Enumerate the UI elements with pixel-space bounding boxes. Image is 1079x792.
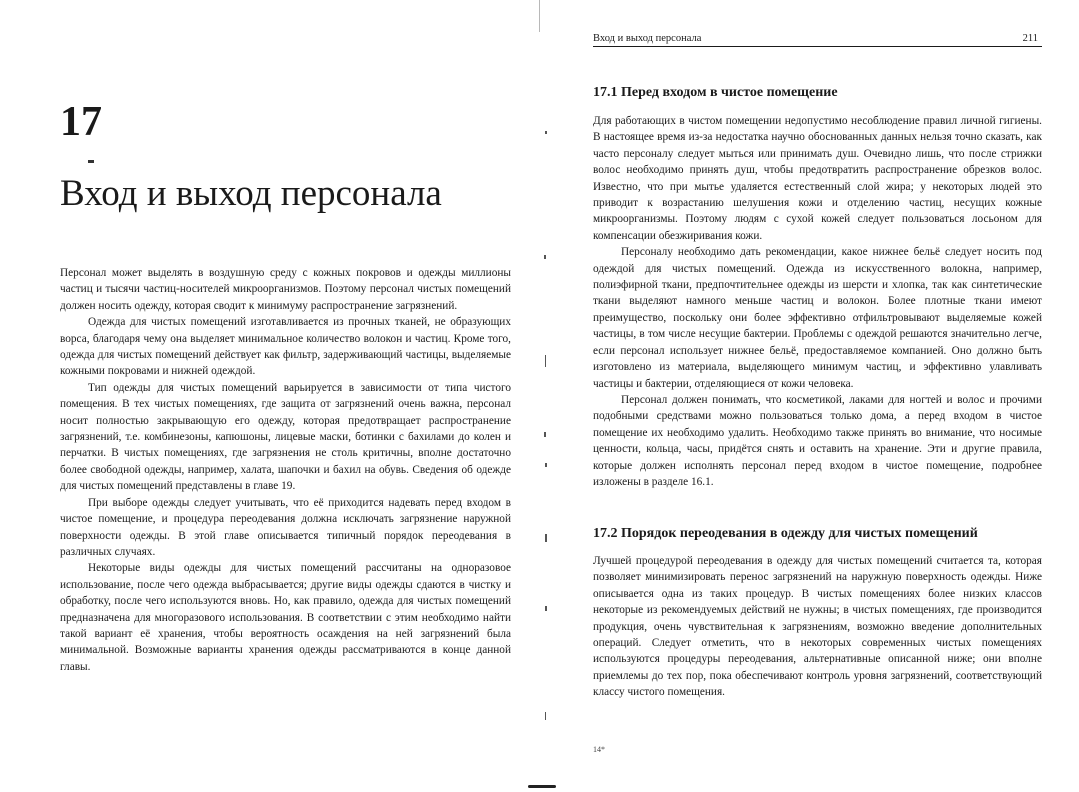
section-1-paragraph-3: Персонал должен понимать, что косметикой, лаками для ногтей и волос и прочими подобными средствами можно пользоваться только дома, а перед входом в чистое помещение их необходимо удалить. Необходимо также принять во внимание, что носимые ценности, кольца, часы, придётся снять и оставить на хранение. Эти и другие правила, которые должен исполнять персонал перед входом в чистое помещение, подробнее изложены в разделе 16.1. (593, 393, 1042, 488)
signature-mark: 14* (593, 745, 605, 754)
chapter-intro-text (60, 265, 511, 675)
intro-paragraph-3: Тип одежды для чистых помещений варьируется в зависимости от типа чистого помещения. В тех чистых помещениях, где защита от загрязнений очень важна, персонал носит полностью закрывающую его одежду, которая предотвращает распространение загрязнений, т.е. комбинезоны, капюшоны, лицевые маски, ботинки с бахилами до колен и перчатки. В чистых помещениях, где загрязнения не столь критичны, вполне достаточно более свободной одежды, например, халата, шапочки и бахил на обувь. Сведения об одежде для чистых помещений представлены в главе 19. (60, 381, 511, 493)
page-number: 211 (1022, 33, 1038, 44)
intro-paragraph-2: Одежда для чистых помещений изготавливается из прочных тканей, не образующих ворса, благодаря чему она выделяет минимальное количество волокон и частиц. Кроме того, одежда для чистых помещений действует как фильтр, задерживающий частицы, выделяемые кожными покровами и нижней одеждой. (60, 316, 511, 378)
section-2-paragraph-1: Лучшей процедурой переодевания в одежду для чистых помещений считается та, которая позволяет минимизировать перенос загрязнений на наружную поверхность одежды. Ниже описывается одна из таких процедур. В чистых помещениях более низких классов некоторые из рекомендуемых действий не нужны; в чистых помещениях, где производится продукция, очень чувствительная к загрязнениям, возможно введение дополнительных операций. Следует отметить, что в некоторых современных чистых помещениях используются процедуры переодевания, альтернативные описанной ниже; они вполне приемлемы до тех пор, пока обеспечивают контроль уровня загрязнений, соответствующий классу чистого помещения. (593, 555, 1042, 699)
chapter-dash-mark (88, 160, 94, 163)
running-header-title: Вход и выход персонала (593, 33, 702, 44)
section-1-paragraph-2: Персоналу необходимо дать рекомендации, какое нижнее бельё следует носить под одеждой для чистых помещений. Одежда из искусственного волокна, например, полиэфирной ткани, предпочтительнее одежды из шерсти и хлопка, так как синтетические ткани выделяют намного меньше частиц и волокон. Более плотные ткани имеют преимущество, поскольку они более эффективно отфильтровывают выделяемые кожей частицы, в том числе несущие бактерии. Проблемы с одеждой решаются значительно легче, если персонал использует нижнее бельё, предоставляемое компанией. Оно должно быть изготовлено из материала, выделяющего минимум частиц, и эффективно улавливать частицы и бактерии, отделяющиеся от кожи человека. (593, 246, 1042, 390)
section-1-paragraph-1: Для работающих в чистом помещении недопустимо несоблюдение правил личной гигиены. В настоящее время из-за недостатка научно обоснованных данных нельзя точно сказать, как часто персоналу следует мыться или принимать душ. Очевидно лишь, что после стрижки волос необходимо принять душ, чтобы предотвратить распространение обрезков волос. Известно, что при мытье удаляется естественный слой жира; у некоторых людей это приводит к возрастанию шелушения кожи и отделению частиц, несущих кожные микроорганизмы. Поэтому людям с сухой кожей следует пользоваться лосьоном для компенсации обезжиривания кожи. (593, 115, 1042, 242)
section-heading-17-2: 17.2 Порядок переодевания в одежду для чистых помещений (593, 526, 978, 541)
chapter-title: Вход и выход персонала (60, 173, 442, 214)
section-17-1-text (593, 113, 1042, 490)
intro-paragraph-5: Некоторые виды одежды для чистых помещений рассчитаны на одноразовое использование, после чего одежда выбрасывается; другие виды одежды сдаются в чистку и обработку, после чего используются вновь. Но, как правило, одежда для чистых помещений предназначена для многоразового использования. В соответствии с этим необходимо найти такой вариант её хранения, чтобы вероятность осаждения на ней загрязнений была минимальной. Возможные варианты хранения одежды рассматриваются в конце данной главы. (60, 562, 511, 673)
running-header (593, 33, 1042, 47)
section-heading-17-1: 17.1 Перед входом в чистое помещение (593, 85, 838, 100)
intro-paragraph-1: Персонал может выделять в воздушную среду с кожных покровов и одежды миллионы частиц и тысячи частиц-носителей микроорганизмов. Поэтому персонал чистых помещений должен носить одежду, которая сводит к минимуму распространение загрязнений. (60, 267, 511, 312)
intro-paragraph-4: При выборе одежды следует учитывать, что её приходится надевать перед входом в чистое помещение, и процедура переодевания должна исключать загрязнение наружной поверхности одежды. В этой главе описывается типичный порядок переодевания в различных случаях. (60, 496, 511, 558)
chapter-number: 17 (60, 99, 102, 145)
section-17-2-text (593, 553, 1042, 701)
